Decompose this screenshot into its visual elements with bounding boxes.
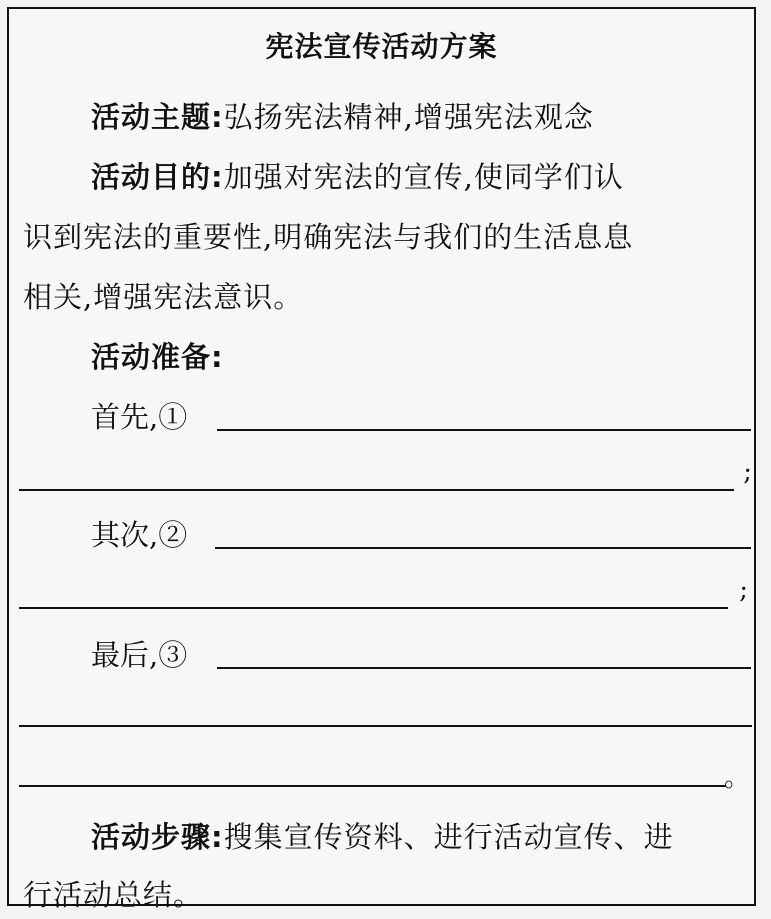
first-prefix: 首先, [91, 400, 159, 434]
first-blank-row [91, 395, 751, 435]
answer-line-2b[interactable] [19, 607, 728, 609]
first-marker: ① [158, 400, 188, 434]
last-blank-continuation-2 [19, 751, 752, 791]
preparation-label: 活动准备: [91, 340, 224, 374]
second-blank-continuation [19, 573, 752, 613]
last-end-mark: 。 [723, 763, 750, 793]
preparation-heading [91, 335, 744, 376]
purpose-line-2: 识到宪法的重要性,明确宪法与我们的生活息息 [23, 220, 634, 254]
second-blank-row [91, 513, 751, 553]
answer-line-3b[interactable] [19, 725, 752, 727]
last-blank-continuation-1 [19, 691, 752, 731]
answer-line-1b[interactable] [19, 489, 734, 491]
last-prefix: 最后, [91, 638, 159, 672]
answer-line-3a[interactable] [217, 667, 751, 669]
theme-text: 弘扬宪法精神,增强宪法观念 [223, 100, 594, 134]
theme-line [91, 95, 744, 136]
last-blank-row [91, 633, 751, 673]
purpose-text-1: 加强对宪法的宣传,使同学们认 [223, 160, 624, 194]
purpose-label: 活动目的: [91, 160, 224, 194]
document-frame [7, 7, 756, 912]
steps-line-2: 行活动总结。 [23, 878, 204, 912]
answer-line-2a[interactable] [215, 547, 751, 549]
last-marker: ③ [158, 638, 188, 672]
answer-line-1a[interactable] [217, 429, 751, 431]
second-marker: ② [158, 518, 188, 552]
purpose-line-1 [91, 155, 744, 196]
steps-line-1 [91, 815, 744, 856]
steps-label: 活动步骤: [91, 820, 224, 854]
second-prefix: 其次, [91, 518, 159, 552]
second-end-mark: ; [739, 575, 748, 605]
steps-text-1: 搜集宣传资料、进行活动宣传、进 [223, 820, 674, 854]
first-end-mark: ; [743, 457, 752, 487]
first-blank-continuation [19, 455, 752, 495]
page-title: 宪法宣传活动方案 [265, 30, 498, 63]
answer-line-3c[interactable] [19, 785, 726, 787]
theme-label: 活动主题: [91, 100, 224, 134]
purpose-line-3: 相关,增强宪法意识。 [23, 280, 304, 314]
